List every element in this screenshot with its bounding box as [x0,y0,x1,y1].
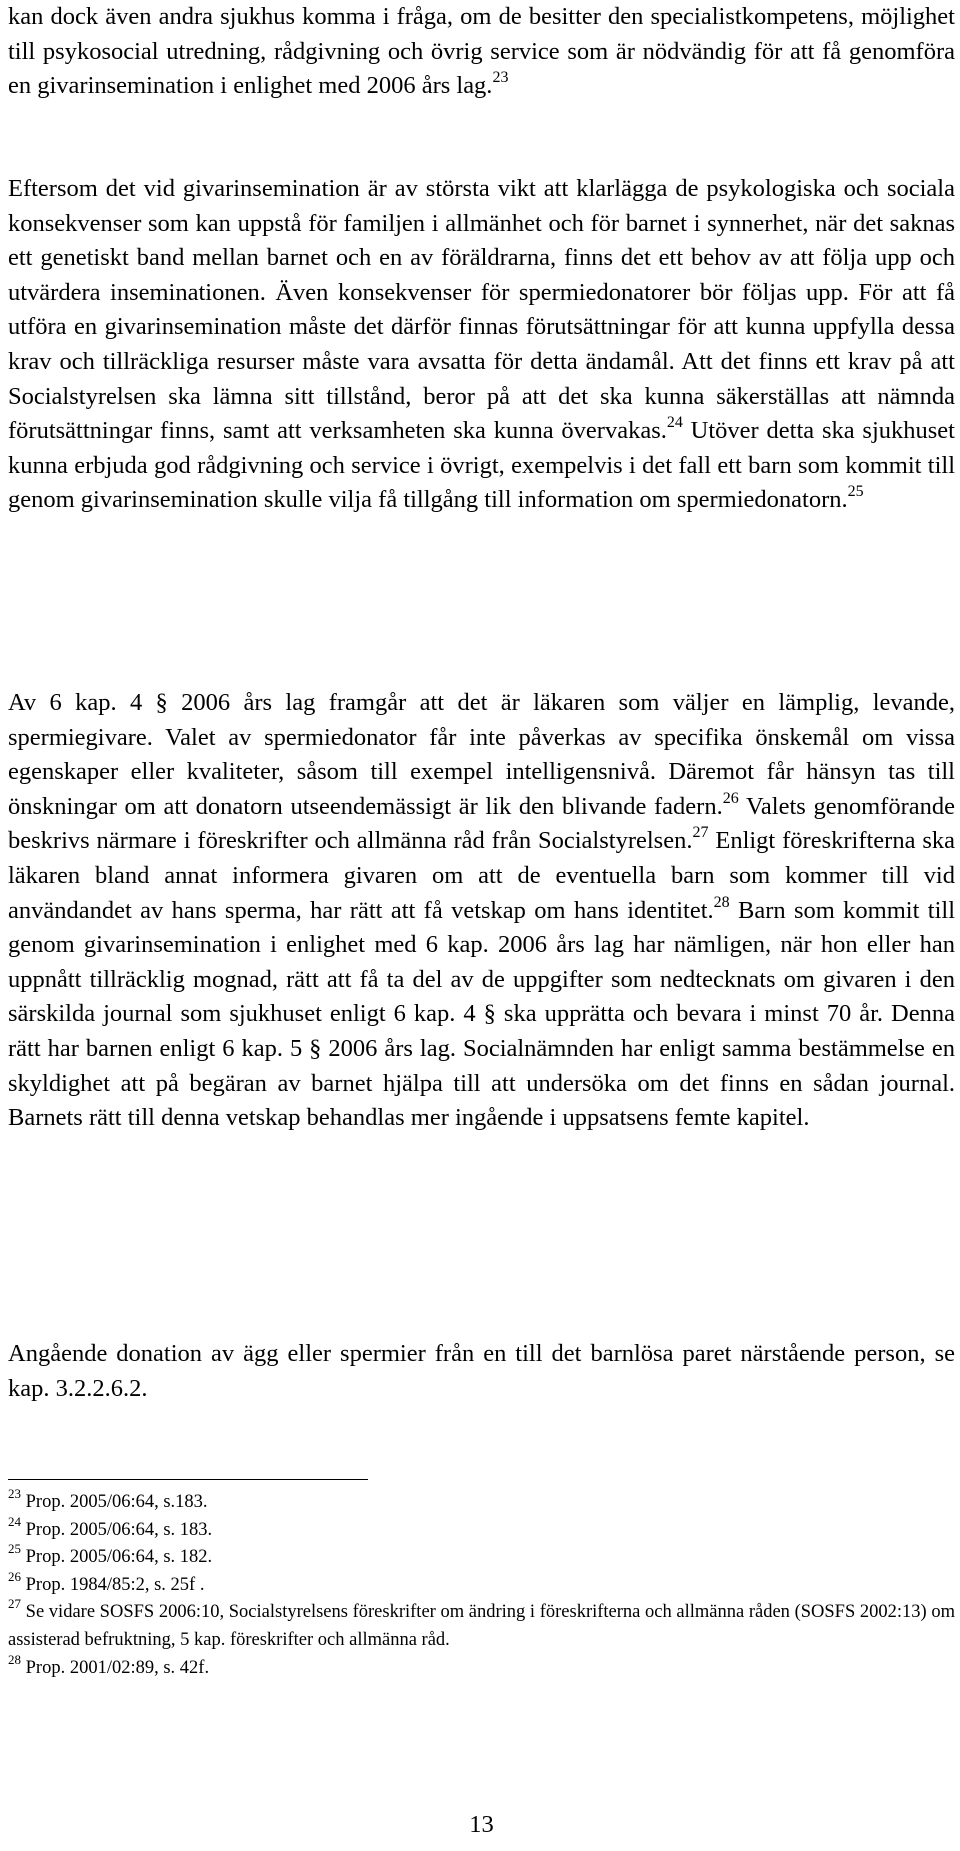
footnote [8,1513,955,1545]
footnote [8,1596,955,1654]
body-paragraph [8,686,955,1136]
footnote-reference[interactable]: 27 [692,824,709,842]
footnote-number: 28 [8,1651,21,1667]
paragraph-text: Valets genomförande beskrivs närmare i föreskrifter och allmänna råd från Socialstyrelsen. [8,792,955,855]
footnote-text: Se vidare SOSFS 2006:10, Socialstyrelsens föreskrifter om ändring i föreskrifterna och allmänna råden (SOSFS 2002:13) om assisterad befruktning, 5 kap. föreskrifter och allmänna råd. [8,1602,955,1650]
paragraph-text: Angående donation av ägg eller spermier från en till det barnlösa paret närstående person, se kap. 3.2.2.6.2. [8,1340,955,1402]
footnote [8,1568,955,1600]
body-paragraph [8,172,955,518]
footnote-reference[interactable]: 23 [492,69,509,87]
footnote-text: Prop. 2005/06:64, s. 182. [21,1547,213,1568]
paragraph-text: kan dock även andra sjukhus komma i fråga, om de besitter den specialistkompetens, möjlighet till psykosocial utredning, rådgivning och övrig service som är nödvändig för att få genomföra en givarinsemination i enlighet med 2006 års lag. [8,3,955,100]
footnote-text: Prop. 2005/06:64, s.183. [21,1492,208,1512]
footnote-number: 25 [8,1541,21,1557]
footnote-reference[interactable]: 28 [713,893,730,911]
footnotes-section [8,1486,955,1682]
footnote-text: Prop. 2005/06:64, s. 183. [21,1519,213,1540]
paragraph-text: Eftersom det vid givarinsemination är av största vikt att klarlägga de psykologiska och sociala konsekvenser som kan uppstå för familjen i allmänhet och för barnet i synnerhet, när det saknas ett genetiskt band mellan barnet och en av föräldrarna, finns det ett behov av att följa upp och utvärdera inseminationen. Även konsekvenser för spermiedonatorer bör följas upp. För att få utföra en givarinsemination måste det därför finnas förutsättningar för att kunna uppfylla dessa krav och tillräckliga resurser måste vara avsatta för detta ändamål. Att det finns ett krav på att Socialstyrelsen ska lämna sitt tillstånd, beror på att det ska kunna säkerställas att nämnda förutsättningar finns, samt att verksamheten ska kunna övervakas. [8,175,955,445]
footnote-number: 23 [8,1486,21,1501]
footnote-separator [8,1479,368,1480]
paragraph-text: Barn som kommit till genom givarinsemination i enlighet med 6 kap. 2006 års lag har nämligen, när hon eller han uppnått tillräcklig mognad, rätt att få ta del av de uppgifter som nedtecknats om givaren i den särskilda journal som sjukhuset enligt 6 kap. 4 § ska upprätta och bevara i minst 70 år. Denna rätt har barnen enligt 6 kap. 5 § 2006 års lag. Socialnämnden har enligt samma bestämmelse en skyldighet att på begäran av barnet hjälpa till att undersöka om det finns en sådan journal. Barnets rätt till denna vetskap behandlas mer ingående i uppsatsens femte kapitel. [8,896,955,1132]
footnote-reference[interactable]: 26 [722,789,739,807]
footnote-number: 24 [8,1513,21,1529]
footnote [8,1486,955,1517]
footnote-number: 27 [8,1596,21,1612]
body-paragraph [8,1337,955,1406]
body-paragraph [8,0,955,104]
footnote [8,1651,955,1683]
page-number: 13 [469,1811,494,1838]
paragraph-text: Utöver detta ska sjukhuset kunna erbjuda god rådgivning och service i övrigt, exempelvis i det fall ett barn som kommit till genom givarinsemination skulle vilja få tillgång till information om spermiedonatorn. [8,417,955,514]
paragraph-text: Av 6 kap. 4 § 2006 års lag framgår att det är läkaren som väljer en lämplig, levande, spermiegivare. Valet av spermiedonator får inte påverkas av specifika önskemål om vissa egenskaper eller kvaliteter, såsom till exempel intelligensnivå. Däremot får hänsyn tas till önskningar om att donatorn utseendemässigt är lik den blivande fadern. [8,689,955,820]
footnote-text: Prop. 1984/85:2, s. 25f . [21,1574,205,1595]
footnote-reference[interactable]: 24 [666,414,683,432]
footnote [8,1541,955,1572]
paragraph-text: Enligt föreskrifterna ska läkaren bland annat informera givaren om att de eventuella barn som kommer till vid användandet av hans sperma, har rätt att få vetskap om hans identitet. [8,827,956,924]
footnote-reference[interactable]: 25 [847,483,864,501]
footnote-number: 26 [8,1568,21,1584]
footnote-text: Prop. 2001/02:89, s. 42f. [21,1657,210,1678]
